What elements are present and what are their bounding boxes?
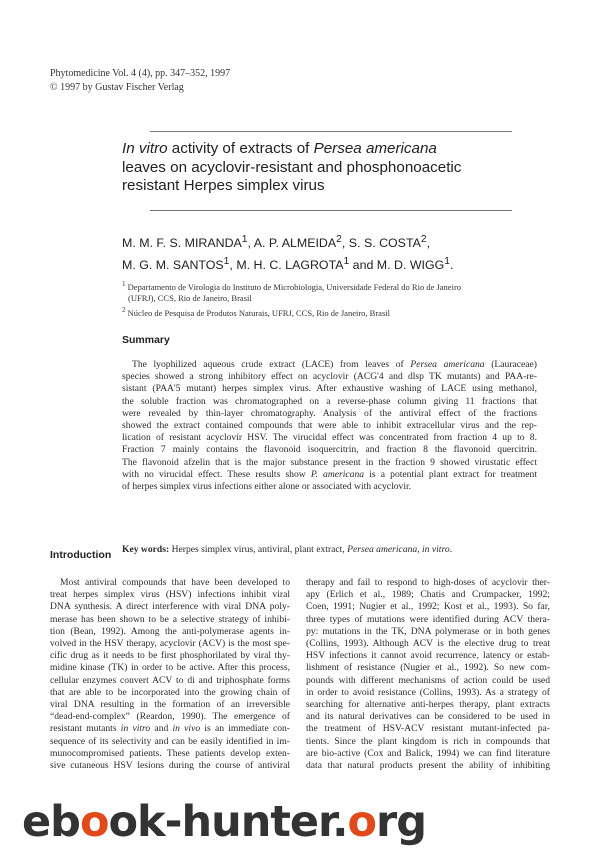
intro-line: tion (Bean, 1992). Among the anti-polymerase agents in- [50,625,290,637]
intro-line: cific drug as it needs to be first phosphorilated by viral thy- [50,650,290,662]
keywords-label: Key words: [122,544,170,555]
introduction-heading: Introduction [50,549,112,561]
intro-line: resistant mutants in vitro and in vivo is an immediate con- [50,723,290,735]
intro-line: “dead-end-complex” (Reardon, 1990). The emergence of [50,711,290,723]
affiliations [122,279,562,319]
intro-line: apy (Erlich et al., 1989; Chatis and Crumpacker, 1992; [306,589,550,601]
title-top-rule [150,131,512,132]
summary-heading: Summary [122,334,170,346]
intro-line: py: mutations in the TK, DNA polymerase or in both genes [306,625,550,637]
intro-line: midine kinase (TK) in order to be active. After this process, [50,662,290,674]
introduction-column-right [306,577,550,772]
intro-line: sive cutaneous HSV lesions during the course of antiviral [50,760,290,772]
intro-line: lishment of resistance (Nugier et al., 1992). So new com- [306,662,550,674]
intro-line: munocompromised patients. These patients develop exten- [50,747,290,759]
author: M. M. F. S. MIRANDA [122,236,242,251]
affiliation-1: $^1$ Departamento de Virologia do Instituto de Microbiologia, Universidade Federal do Rio de Janeiro [122,280,462,292]
summary-line: were revealed by thin-layer chromatography. Analysis of the antiviral effect of the fractions [122,407,537,419]
intro-line: sequence of its selectivity and can be easily identified in im- [50,735,290,747]
summary-line: The lyophilized aqueous crude extract (LACE) from leaves of Persea americana (Lauraceae) [132,359,537,370]
journal-header [50,67,230,95]
intro-line: treat herpes simplex virus (HSV) infections inhibit viral [50,589,290,601]
summary-line: species showed a strong inhibitory effect on acyclovir (ACG'4 and dlsp TK mutants) and PAA-re- [122,371,537,383]
intro-line: viral DNA resulting in the formation of an irreversible [50,699,290,711]
intro-line: searching for alternative anti-herpes therapy, plant extracts [306,699,550,711]
intro-line: Most antiviral compounds that have been developed to [60,577,290,588]
journal-copyright: © 1997 by Gustav Fischer Verlag [50,82,184,93]
summary-line: the soluble fraction was chromatographed on a reverse-phase column giving 11 fractions that [122,395,537,407]
intro-line: pounds with different mechanisms of action could be used [306,674,550,686]
summary-line: showed the extract contained compounds that were able to inhibit extracellular virus and the rep- [122,420,537,432]
intro-line: that are able to be incorporated into the growing chain of [50,686,290,698]
author: M. H. C. LAGROTA [236,257,344,272]
intro-line: (Collins, 1993). Although ACV is the elective drug to treat [306,638,550,650]
title-line-2: leaves on acyclovir-resistant and phosphonoacetic [122,158,462,176]
journal-citation: Phytomedicine Vol. 4 (4), pp. 347–352, 1997 [50,68,231,79]
author-list [122,231,453,274]
affiliation-2: $^2$ Núcleo de Pesquisa de Produtos Naturais, UFRJ, CCS, Rio de Janeiro, Brasil [122,305,390,318]
intro-line: three types of mutations were identified during ACV thera- [306,613,550,625]
intro-line: and its natural derivatives can be considered to be used in [306,711,550,723]
intro-line: DNA synthesis. A direct interference with viral DNA poly- [50,601,290,613]
summary-line: with no virucidal effect. These results show P. americana is a potential plant extract for treatment [122,468,537,480]
author: M. D. WIGG [376,257,445,272]
watermark-logo: ebook-hunter.org [22,797,426,847]
intro-line: therapy and fail to respond to high-doses of acyclovir ther- [306,577,550,588]
keywords: Key words: Herpes simplex virus, antiviral, plant extract, Persea americana, in vitro. [122,544,453,555]
title-bottom-rule [150,210,512,211]
intro-line: the treatment of HSV-ACV resistant mutant-infected pa- [306,723,550,735]
intro-line: Coen, 1991; Nugier et al., 1992; Kost et al., 1993). So far, [306,601,550,613]
author-line-2: M. G. M. SANTOS$^1$, M. H. C. LAGROTA$^1$ and M. D. WIGG$^1$. [122,255,454,272]
author-line-1: M. M. F. S. MIRANDA$^1$, A. P. ALMEIDA$^2$, S. S. COSTA$^2$, [122,234,431,251]
paper-title [122,140,542,196]
intro-line: in order to avoid resistance (Collins, 1993). As a strategy of [306,686,550,698]
summary-text [122,359,537,493]
summary-line: The flavonoid afzelin that is the major substance present in the fraction 9 showed virustatic effect [122,456,537,468]
introduction-column-left [50,577,290,772]
intro-line: merase has been shown to be a selective strategy of inhibi- [50,613,290,625]
author: A. P. ALMEIDA [253,236,337,251]
intro-line: tients. Since the plant kingdom is rich in compounds that [306,735,550,747]
affiliation-1-cont: (UFRJ), CCS, Rio de Janeiro, Brasil [128,293,252,304]
title-line-1: In vitro activity of extracts of Persea americana [122,140,437,157]
intro-line: HSV infections it cannot avoid recurrence, latency or estab- [306,650,550,662]
title-line-3: resistant Herpes simplex virus [122,177,325,194]
summary-line: of herpes simplex virus infections either alone or associated with acyclovir. [122,481,412,493]
summary-line: sistant (PAA'5 mutant) herpes simplex virus. After exhaustive washing of LACE using methanol, [122,383,537,395]
intro-line: volved in the HSV therapy, acyclovir (ACV) is the most spe- [50,638,290,650]
summary-line: Fraction 7 mainly contains the flavonoid isoquercitrin, and fraction 8 the flavonoid quercitrin. [122,444,537,456]
intro-line: are bio-active (Cox and Balick, 1994) we can find literature [306,747,550,759]
intro-line: cellular enzymes convert ACV to di and triphosphate forms [50,674,290,686]
summary-line: lication of resistant acyclovir HSV. The virucidal effect was concentrated from fraction 4 up to 8. [122,432,537,444]
intro-line: data that natural products present the ability of inhibiting [306,760,550,772]
author: S. S. COSTA [348,236,421,251]
author: M. G. M. SANTOS [122,257,224,272]
